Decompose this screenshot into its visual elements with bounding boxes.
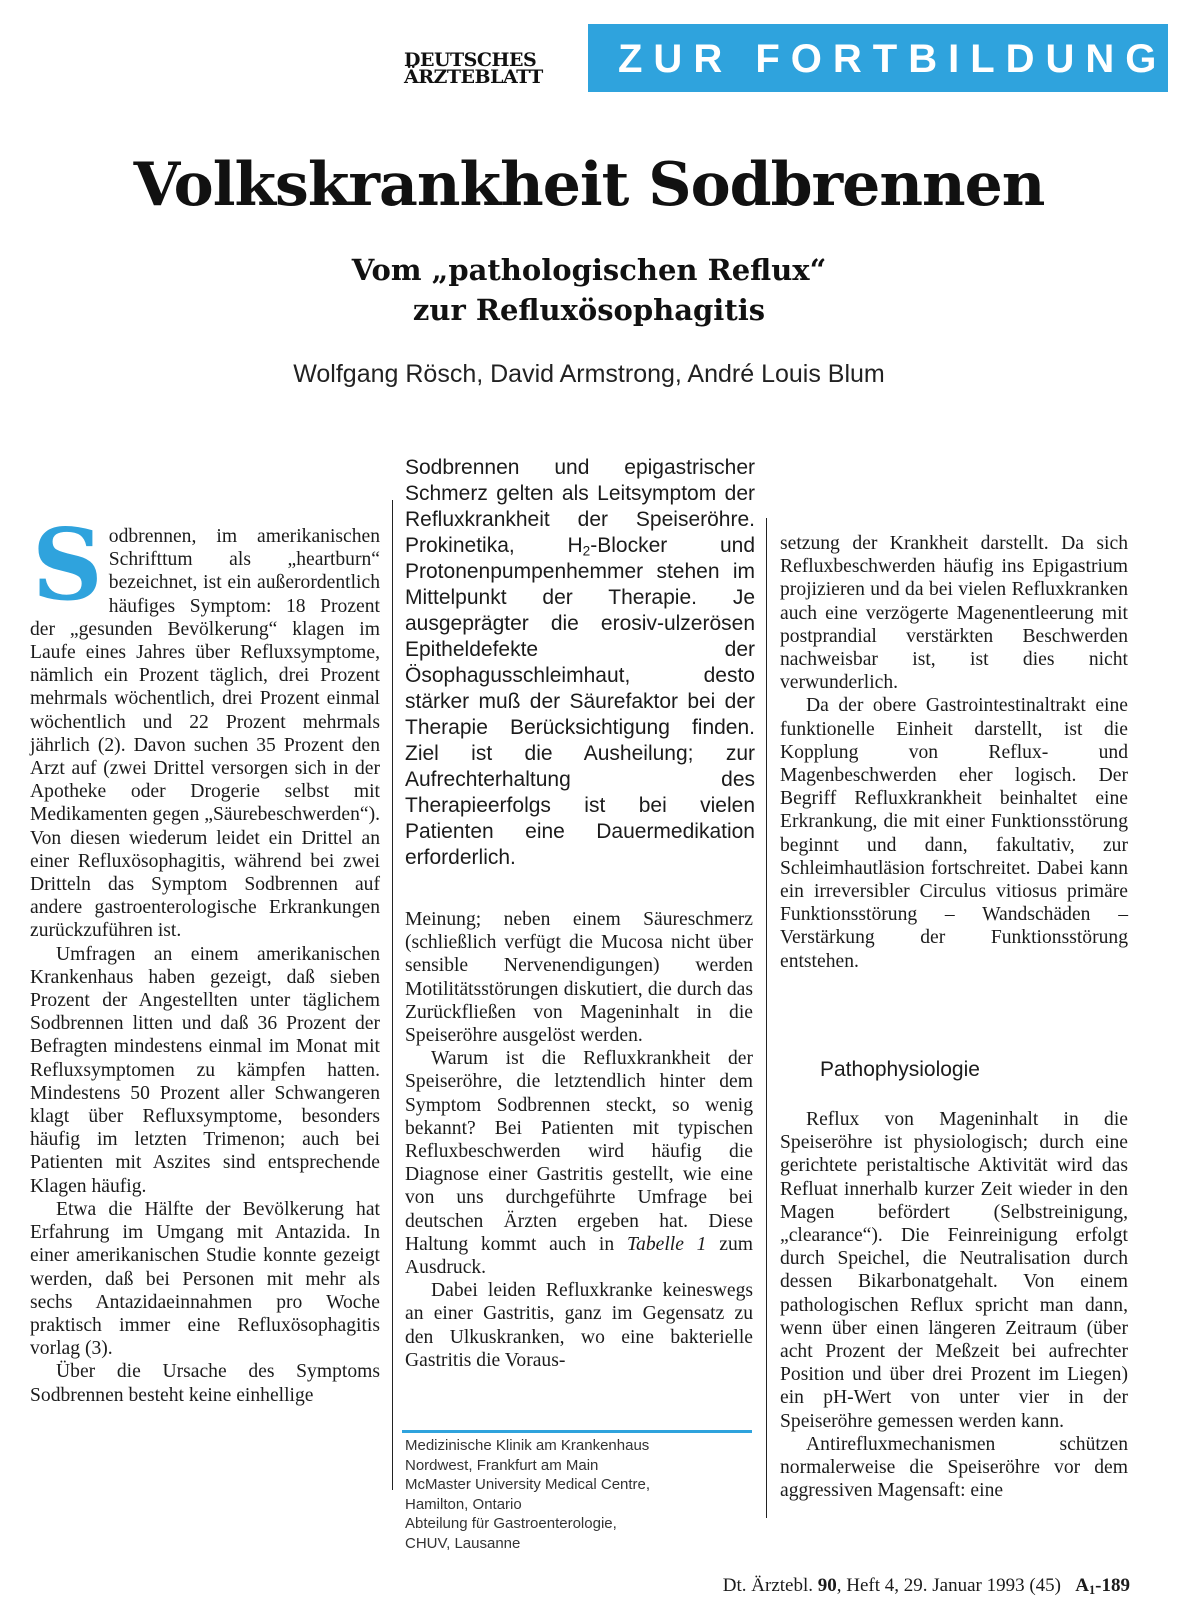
paragraph: Etwa die Hälfte der Bevölkerung hat Erfahrung im Umgang mit Antazida. In einer amerikanischen Studie konnte gezeigt werden, daß bei Personen mit mehr als sechs Antazidaeinnahmen pro Woche praktisch immer eine Refluxösophagitis vorlag (3).	[30, 1198, 380, 1360]
page-number	[1075, 1575, 1130, 1596]
body-column-3-continued	[780, 1108, 1128, 1502]
citation-issue: , Heft 4, 29. Januar 1993 (45)	[836, 1575, 1062, 1596]
author-list: Wolfgang Rösch, David Armstrong, André Louis Blum	[293, 360, 885, 388]
page-subscript: 1	[1089, 1583, 1096, 1598]
journal-logo	[404, 49, 574, 88]
lead-text: -Blocker und Protonenpumpenhemmer stehen im Mittelpunkt der Therapie. Je ausgeprägter die erosiv-ulzerösen Epitheldefekte der Ösophagusschleimhaut, desto stärker muß der Säurefaktor bei der Therapie Berücksichtigung finden. Ziel ist die Ausheilung; zur Aufrechterhaltung des Therapieerfolgs ist bei vielen Patienten eine Dauermedikation erforderlich.	[405, 534, 756, 869]
section-banner	[588, 24, 1168, 92]
section-heading: Pathophysiologie	[820, 1058, 980, 1081]
lead-paragraph	[405, 455, 755, 871]
journal-name-line1: DEUTSCHES	[404, 49, 537, 71]
paragraph: odbrennen, im amerikanischen Schrifttum als „heartburn“ bezeichnet, ist ein außerordentlich häufiges Symptom: 18 Prozent der „gesunden Bevölkerung“ klagen im Laufe eines Jahres über Refluxsymptome, nämlich ein Prozent täglich, drei Prozent mehrmals wöchentlich, drei Prozent einmal wöchentlich und 22 Prozent mehrmals jährlich (2). Davon suchen 35 Prozent den Arzt auf (zwei Drittel versorgen sich in der Apotheke oder Drogerie selbst mit Medikamenten gegen „Säurebeschwerden“). Von diesen wiederum leidet ein Drittel an einer Refluxösophagitis, während bei zwei Dritteln das Symptom Sodbrennen auf andere gastroenterologische Erkrankungen zurückzuführen ist.	[30, 526, 380, 942]
affiliation-line: McMaster University Medical Centre,	[405, 1476, 651, 1493]
affiliation-line: Abteilung für Gastroenterologie,	[405, 1515, 617, 1532]
column-rule-left	[392, 500, 393, 1490]
subtitle-line2: zur Refluxösophagitis	[412, 293, 766, 327]
page-letter: A	[1075, 1575, 1089, 1596]
paragraph: Da der obere Gastrointestinaltrakt eine funktionelle Einheit darstellt, ist die Kopplung von Reflux- und Magenbeschwerden eher logisch. Der Begriff Refluxkrankheit beinhaltet eine Erkrankung, die mit einer Funktionsstörung beginnt und dann, fakultativ, zur Schleimhautläsion fortschreitet. Dabei kann ein irreversibler Circulus vitiosus primäre Funktionsstörung – Wandschäden – Verstärkung der Funktionsstörung entstehen.	[780, 695, 1128, 972]
lead-text: Sodbrennen und epigastrischer Schmerz gelten als Leitsymptom der Refluxkrankheit der Speiseröhre. Prokinetika, H	[405, 456, 755, 557]
paragraph-text: zum Ausdruck.	[405, 1233, 753, 1279]
paragraph: Über die Ursache des Symptoms Sodbrennen besteht keine einhellige	[30, 1361, 380, 1406]
section-label: ZUR FORTBILDUNG	[618, 37, 1168, 81]
affiliation-line: Nordwest, Frankfurt am Main	[405, 1456, 599, 1474]
paragraph-text: Warum ist die Refluxkrankheit der Speiseröhre, die letztendlich hinter dem Symptom Sodbrennen steckt, so wenig bekannt? Bei Patienten mit typischen Refluxbeschwerden wird häufig die Diagnose einer Gastritis gestellt, wie eine von uns durchgeführte Umfrage bei deutschen Ärzten ergeben hat. Diese Haltung kommt auch in	[405, 1048, 753, 1255]
citation-prefix: Dt. Ärztebl.	[722, 1575, 813, 1596]
affiliation-line: Medizinische Klinik am Krankenhaus	[405, 1437, 650, 1454]
affiliation-line: CHUV, Lausanne	[405, 1534, 521, 1552]
body-column-2	[405, 908, 753, 1372]
lead-abstract	[405, 455, 755, 871]
article-title: Volkskrankheit Sodbrennen	[133, 150, 1045, 220]
subtitle-line1: Vom „pathologischen Reflux“	[351, 253, 827, 287]
page-digits: -189	[1095, 1575, 1130, 1596]
drop-cap: S	[32, 508, 103, 623]
citation-volume: 90	[817, 1575, 837, 1596]
affiliation-line: Hamilton, Ontario	[405, 1495, 522, 1513]
paragraph: Dabei leiden Refluxkranke keineswegs an einer Gastritis, ganz im Gegensatz zu den Ulkuskranken, wo eine bakterielle Gastritis die Voraus-	[405, 1280, 753, 1371]
paragraph: Reflux von Mageninhalt in die Speiseröhre ist physiologisch; durch eine gerichtete peristaltische Aktivität wird das Refluat innerhalb kurzer Zeit wieder in den Magen befördert (Selbstreinigung, „clearance“). Die Feinreinigung erfolgt durch Speichel, die Neutralisation durch dessen Bikarbonatgehalt. Von einem pathologischen Reflux spricht man dann, wenn über einen längeren Zeitraum (über acht Prozent der Meßzeit bei aufrechter Position und über drei Prozent im Liegen) ein pH-Wert von unter vier in der Speiseröhre gemessen werden kann.	[780, 1109, 1128, 1432]
paragraph	[405, 1047, 753, 1279]
paragraph: Antirefluxmechanismen schützen normalerweise die Speiseröhre vor dem aggressiven Magensaft: eine	[780, 1433, 1128, 1502]
body-column-1	[30, 508, 380, 1407]
affiliation-rule	[402, 1430, 752, 1433]
article-subtitle	[0, 250, 1178, 330]
journal-name-line2: ÄRZTEBLATT	[404, 66, 543, 88]
paragraph: Umfragen an einem amerikanischen Krankenhaus haben gezeigt, daß sieben Prozent der Angestellten unter täglichem Sodbrennen litten und daß 36 Prozent der Befragten mindestens einmal im Monat mit Refluxsymptomen zu kämpfen hatten. Mindestens 50 Prozent aller Schwangeren klagt über Refluxsymptome, besonders häufig im letzten Trimenon; auch bei Patienten mit Aszites sind entsprechende Klagen häufig.	[30, 943, 380, 1197]
column-rule-right	[766, 518, 767, 1518]
page-footer	[0, 1575, 1130, 1597]
body-column-3	[780, 532, 1128, 973]
table-reference: Tabelle 1	[626, 1233, 707, 1255]
paragraph: setzung der Krankheit darstellt. Da sich Refluxbeschwerden häufig ins Epigastrium projizieren und da bei vielen Refluxkranken auch eine verzögerte Magenentleerung mit postprandial verstärkten Beschwerden nachweisbar ist, ist dies nicht verwunderlich.	[780, 533, 1128, 694]
affiliations	[405, 1436, 755, 1553]
paragraph: Meinung; neben einem Säureschmerz (schließlich verfügt die Mucosa nicht über sensible Nervenendigungen) werden Motilitätsstörungen diskutiert, die durch das Zurückfließen von Mageninhalt in die Speiseröhre ausgelöst werden.	[405, 909, 753, 1047]
lead-subscript: 2	[582, 543, 591, 559]
